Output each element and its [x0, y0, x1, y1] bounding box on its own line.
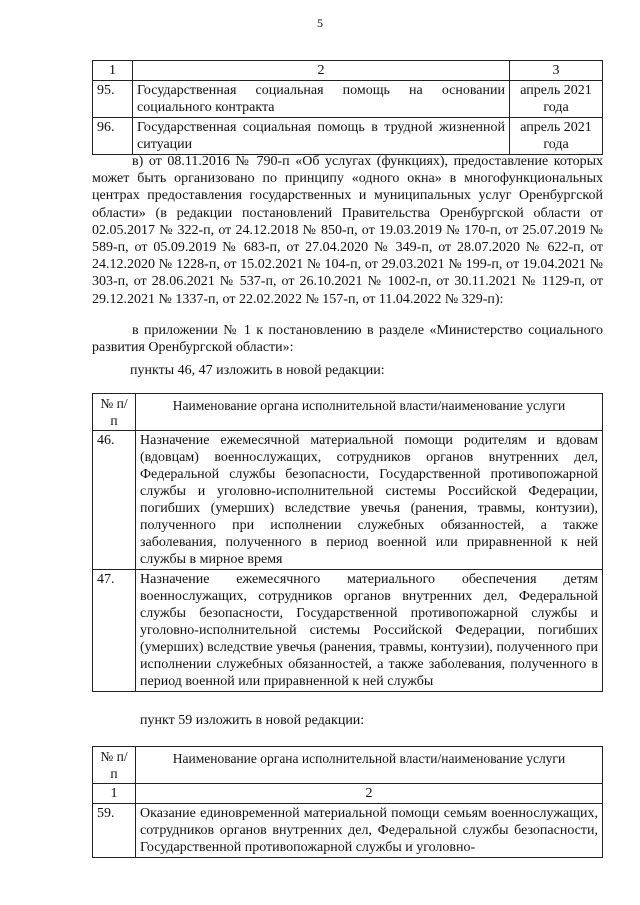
paragraph-v [92, 153, 603, 308]
column-index-1: 1 [93, 61, 133, 81]
header-number: № п/п [93, 747, 136, 784]
column-index-2: 2 [136, 784, 603, 804]
column-index-1: 1 [93, 784, 136, 804]
table-row [93, 431, 603, 570]
points-46-47-label: пункты 46, 47 изложить в новой редакции: [130, 363, 385, 378]
header-name: Наименование органа исполнительной власти/наименование услуги [136, 747, 603, 784]
row-number: 46. [93, 431, 136, 570]
column-index-2: 2 [133, 61, 510, 81]
table-row [93, 81, 603, 118]
paragraph-annex-text: в приложении № 1 к постановлению в разделе «Министерство социального развития Оренбургской области»: [92, 323, 603, 356]
column-index-3: 3 [510, 61, 603, 81]
table-index-row [93, 784, 603, 804]
service-name: Государственная социальная помощь на основании социального контракта [133, 81, 510, 118]
header-number: № п/п [93, 394, 136, 431]
row-number: 96. [93, 118, 133, 155]
service-description: Оказание единовременной материальной помощи семьям военнослужащих, сотрудников органов внутренних дел, Федеральной службы безопасности, Государственной противопожарной службы и уголовно- [136, 804, 603, 858]
header-name: Наименование органа исполнительной власти/наименование услуги [136, 394, 603, 431]
service-description: Назначение ежемесячной материальной помощи родителям и вдовам (вдовцам) военнослужащих, сотрудников органов внутренних дел, Федеральной службы безопасности, Государственной противопожарной службы и уголовно-исполнительной системы Российской Федерации, погибших (умерших) вследствие увечья (ранения, травмы, контузии), полученного при исполнении служебных обязанностей, а также заболевания, полученного в период военной или приравненной к ней службы в мирное время [136, 431, 603, 570]
paragraph-v-text: в) от 08.11.2016 № 790-п «Об услугах (функциях), предоставление которых может быть организовано по принципу «одного окна» в многофункциональных центрах предоставления государственных и муниципальных услуг Оренбургской области» (в редакции постановлений Правительства Оренбургской области от 02.05.2017 № 322-п, от 24.12.2018 № 850-п, от 19.03.2019 № 170-п, от 25.07.2019 № 589-п, от 05.09.2019 № 683-п, от 27.04.2020 № 349-п, от 28.07.2020 № 622-п, от 24.12.2020 № 1228-п, от 15.02.2021 № 104-п, от 29.03.2021 № 199-п, от 19.04.2021 № 303-п, от 28.06.2021 № 537-п, от 26.10.2021 № 1002-п, от 30.11.2021 № 1129-п, от 29.12.2021 № 1337-п, от 22.02.2022 № 157-п, от 11.04.2022 № 329-п): [92, 154, 603, 307]
service-name: Государственная социальная помощь в трудной жизненной ситуации [133, 118, 510, 155]
page-number: 5 [317, 16, 323, 30]
table-header-row [93, 61, 603, 81]
point-59-label: пункт 59 изложить в новой редакции: [140, 713, 365, 728]
table-header-row [93, 394, 603, 431]
table-row [93, 118, 603, 155]
table-row [93, 570, 603, 692]
service-date: апрель 2021 года [510, 81, 603, 118]
paragraph-annex [92, 322, 603, 356]
service-description: Назначение ежемесячного материального обеспечения детям военнослужащих, сотрудников органов внутренних дел, Федеральной службы безопасности, Государственной противопожарной службы и уголовно-исполнительной системы Российской Федерации, погибших (умерших) вследствие увечья (ранения, травмы, контузии), полученного при исполнении служебных обязанностей, а также заболевания, полученного в период военной или приравненной к ней службы [136, 570, 603, 692]
row-number: 47. [93, 570, 136, 692]
row-number: 95. [93, 81, 133, 118]
services-table-continuation [92, 60, 603, 155]
service-date: апрель 2021 года [510, 118, 603, 155]
table-row [93, 804, 603, 858]
table-header-row [93, 747, 603, 784]
services-table-59 [92, 746, 603, 858]
row-number: 59. [93, 804, 136, 858]
services-table-46-47 [92, 393, 603, 692]
